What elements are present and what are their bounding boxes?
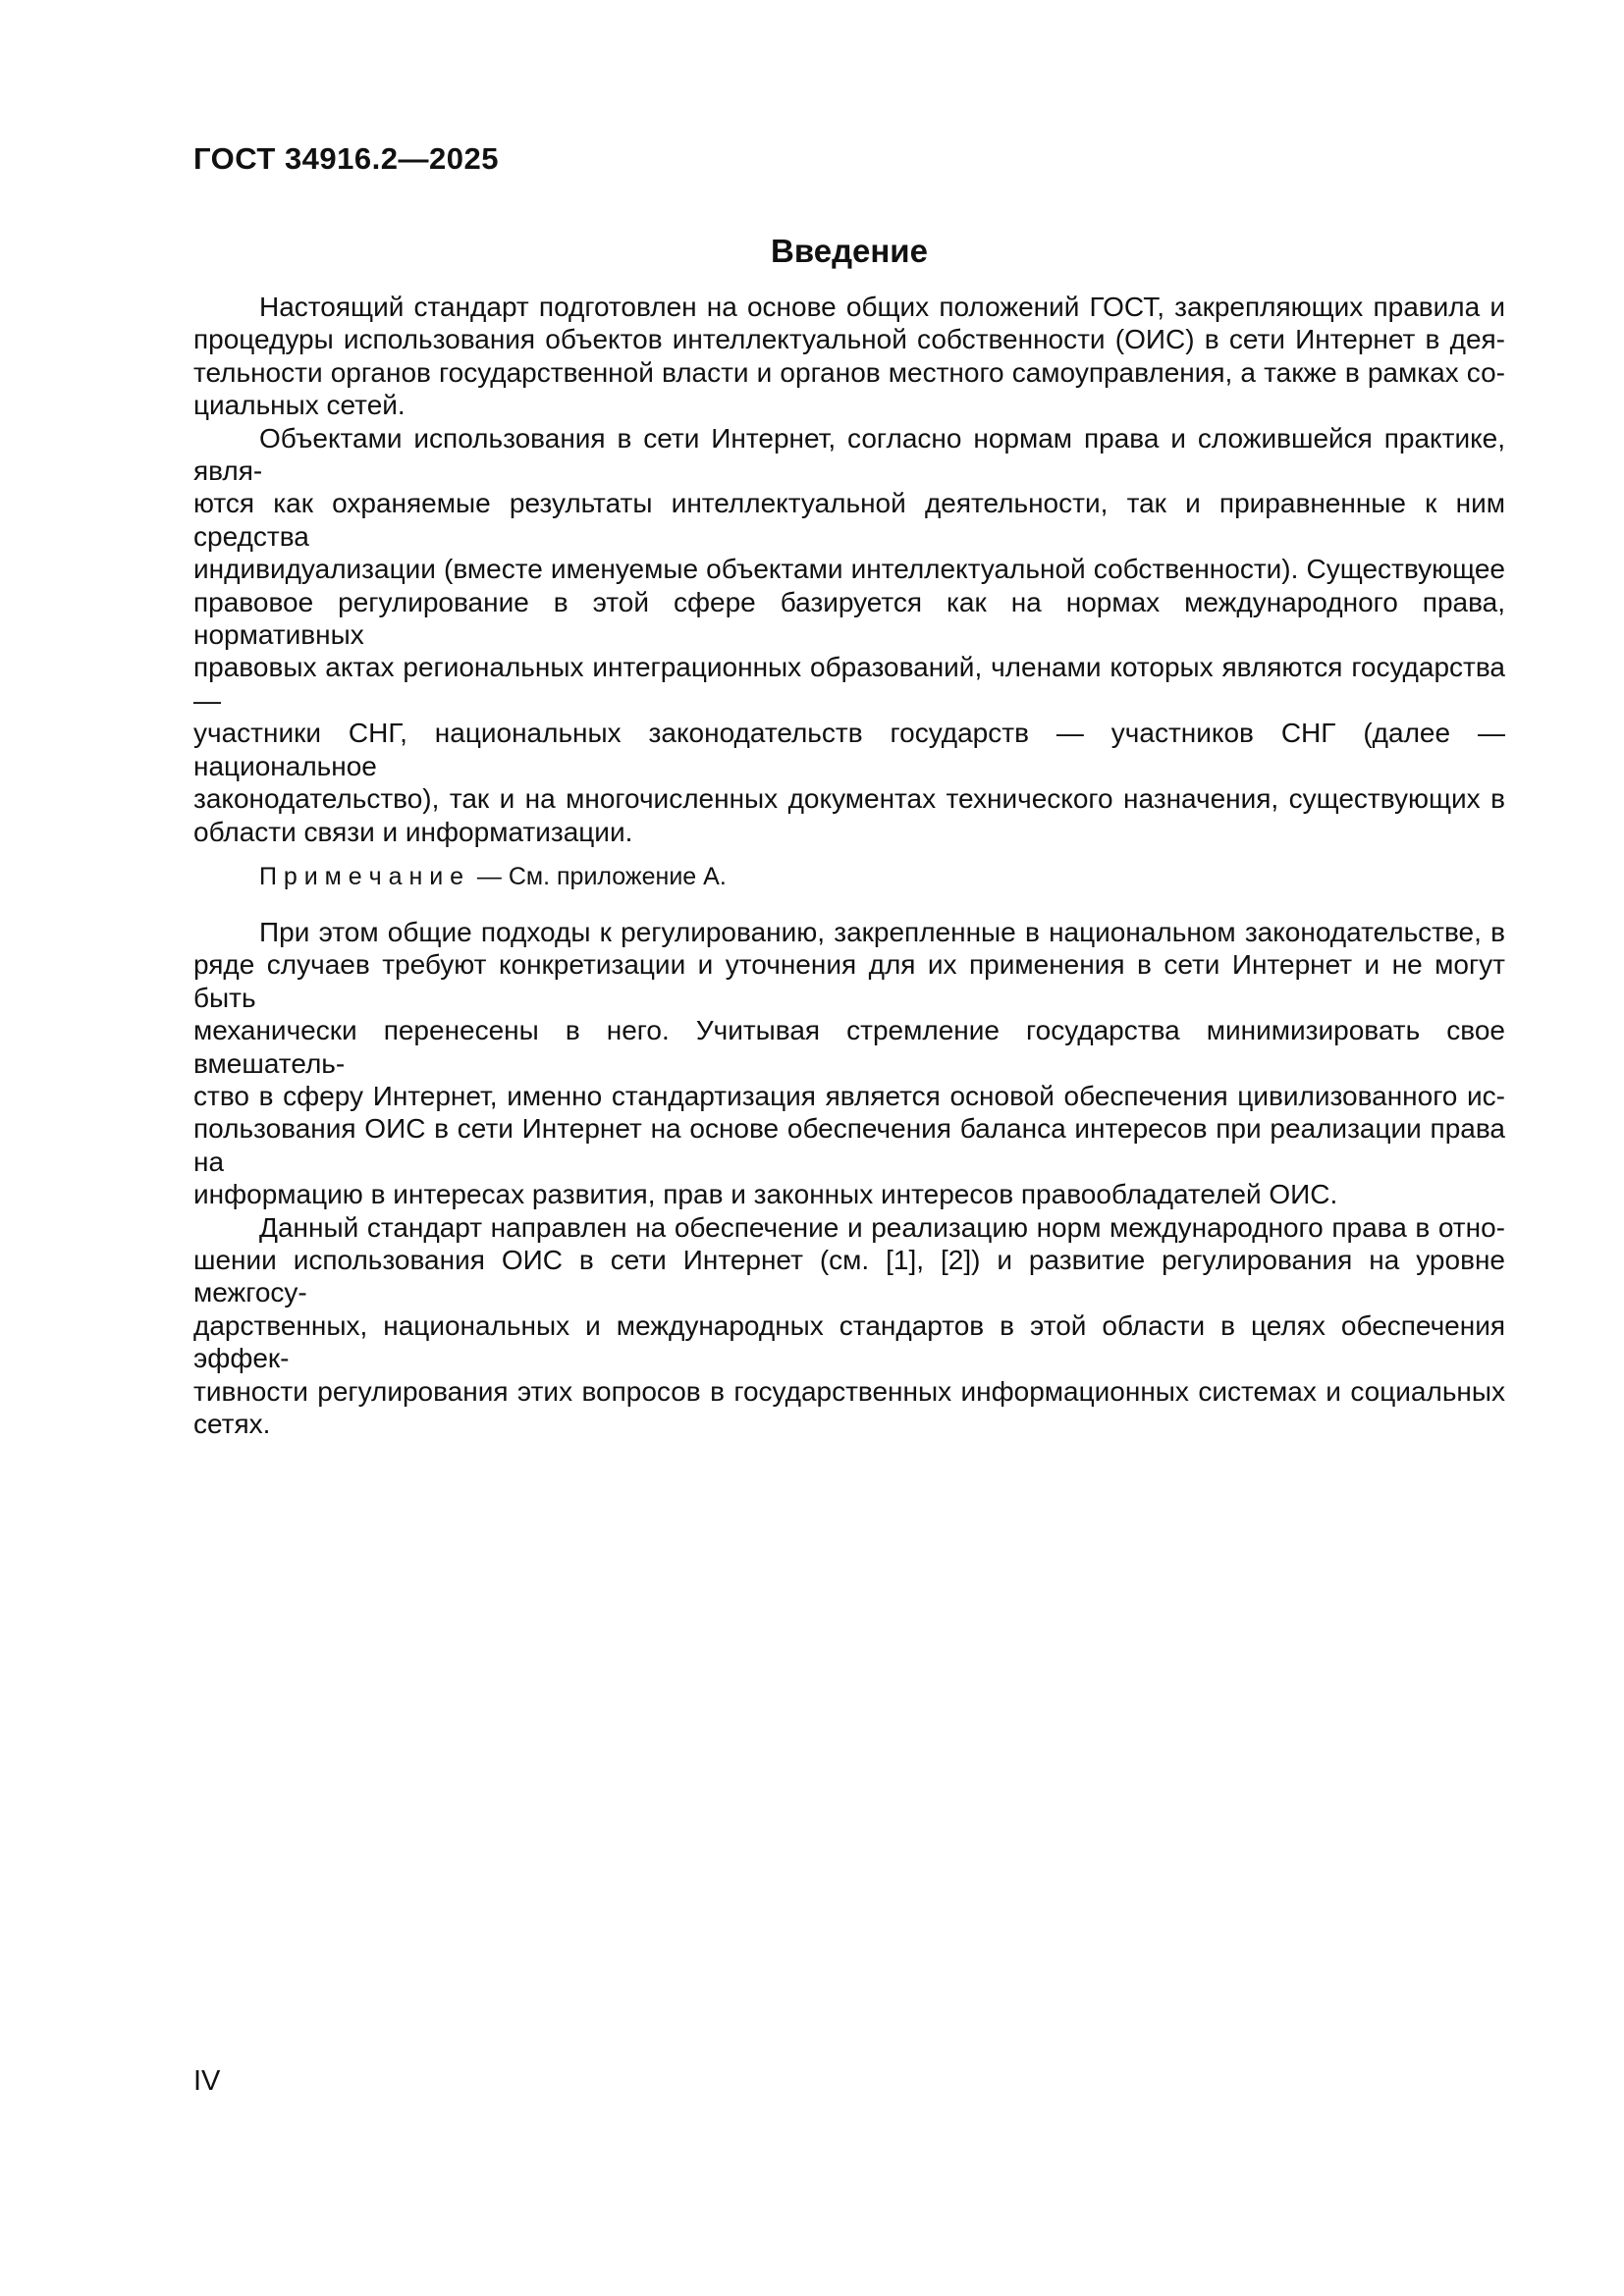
text-line: тивности регулирования этих вопросов в государственных информационных системах и социальных [193, 1375, 1505, 1407]
text-line: индивидуализации (вместе именуемые объектами интеллектуальной собственности). Существующее [193, 554, 1505, 585]
text-line: Объектами использования в сети Интернет, согласно нормам права и сложившейся практике, явля- [193, 422, 1505, 487]
introduction-body [193, 291, 1505, 1440]
text-line: дарственных, национальных и международных стандартов в этой области в целях обеспечения эффек- [193, 1309, 1505, 1374]
text-line: шении использования ОИС в сети Интернет (см. [1], [2]) и развитие регулирования на уровне межгосу- [193, 1244, 1505, 1308]
text-line: процедуры использования объектов интеллектуальной собственности (ОИС) в сети Интернет в дея- [193, 324, 1505, 355]
paragraph [193, 1211, 1505, 1441]
text-line: пользования ОИС в сети Интернет на основе обеспечения баланса интересов при реализации права на [193, 1113, 1505, 1177]
text-line: области связи и информатизации. [193, 816, 633, 847]
paragraph [193, 291, 1505, 422]
text-line: Данный стандарт направлен на обеспечение и реализацию норм международного права в отно- [259, 1211, 1505, 1243]
paragraph [193, 916, 1505, 1211]
text-line: правовое регулирование в этой сфере базируется как на нормах международного права, нормативных [193, 586, 1505, 651]
text-line: ются как охраняемые результаты интеллектуальной деятельности, так и приравненные к ним средства [193, 488, 1505, 552]
note-line: П р и м е ч а н и е — См. приложение А. [259, 862, 727, 890]
text-line: правовых актах региональных интеграционных образований, членами которых являются государства — [193, 652, 1505, 716]
text-line: ство в сферу Интернет, именно стандартизация является основой обеспечения цивилизованного ис- [193, 1080, 1505, 1111]
text-line: тельности органов государственной власти и органов местного самоуправления, а также в рамках со- [193, 356, 1505, 388]
text-line: ряде случаев требуют конкретизации и уточнения для их применения в сети Интернет и не могут быть [193, 949, 1505, 1013]
text-line: сетях. [193, 1409, 271, 1439]
text-line: циальных сетей. [193, 390, 406, 421]
text-line: информацию в интересах развития, прав и законных интересов правообладателей ОИС. [193, 1179, 1338, 1210]
paragraph [193, 422, 1505, 848]
text-line: законодательство), так и на многочисленных документах технического назначения, существующих в [193, 783, 1505, 815]
standard-designation: ГОСТ 34916.2—2025 [193, 141, 499, 176]
text-line: Настоящий стандарт подготовлен на основе общих положений ГОСТ, закрепляющих правила и [259, 292, 1505, 322]
text-line: механически перенесены в него. Учитывая стремление государства минимизировать свое вмешатель- [193, 1015, 1505, 1079]
text-line: При этом общие подходы к регулированию, закрепленные в национальном законодательстве, в [259, 916, 1505, 947]
page-number: IV [193, 2065, 221, 2097]
section-title: Введение [771, 233, 928, 269]
text-line: участники СНГ, национальных законодательств государств — участников СНГ (далее — национальное [193, 718, 1505, 781]
